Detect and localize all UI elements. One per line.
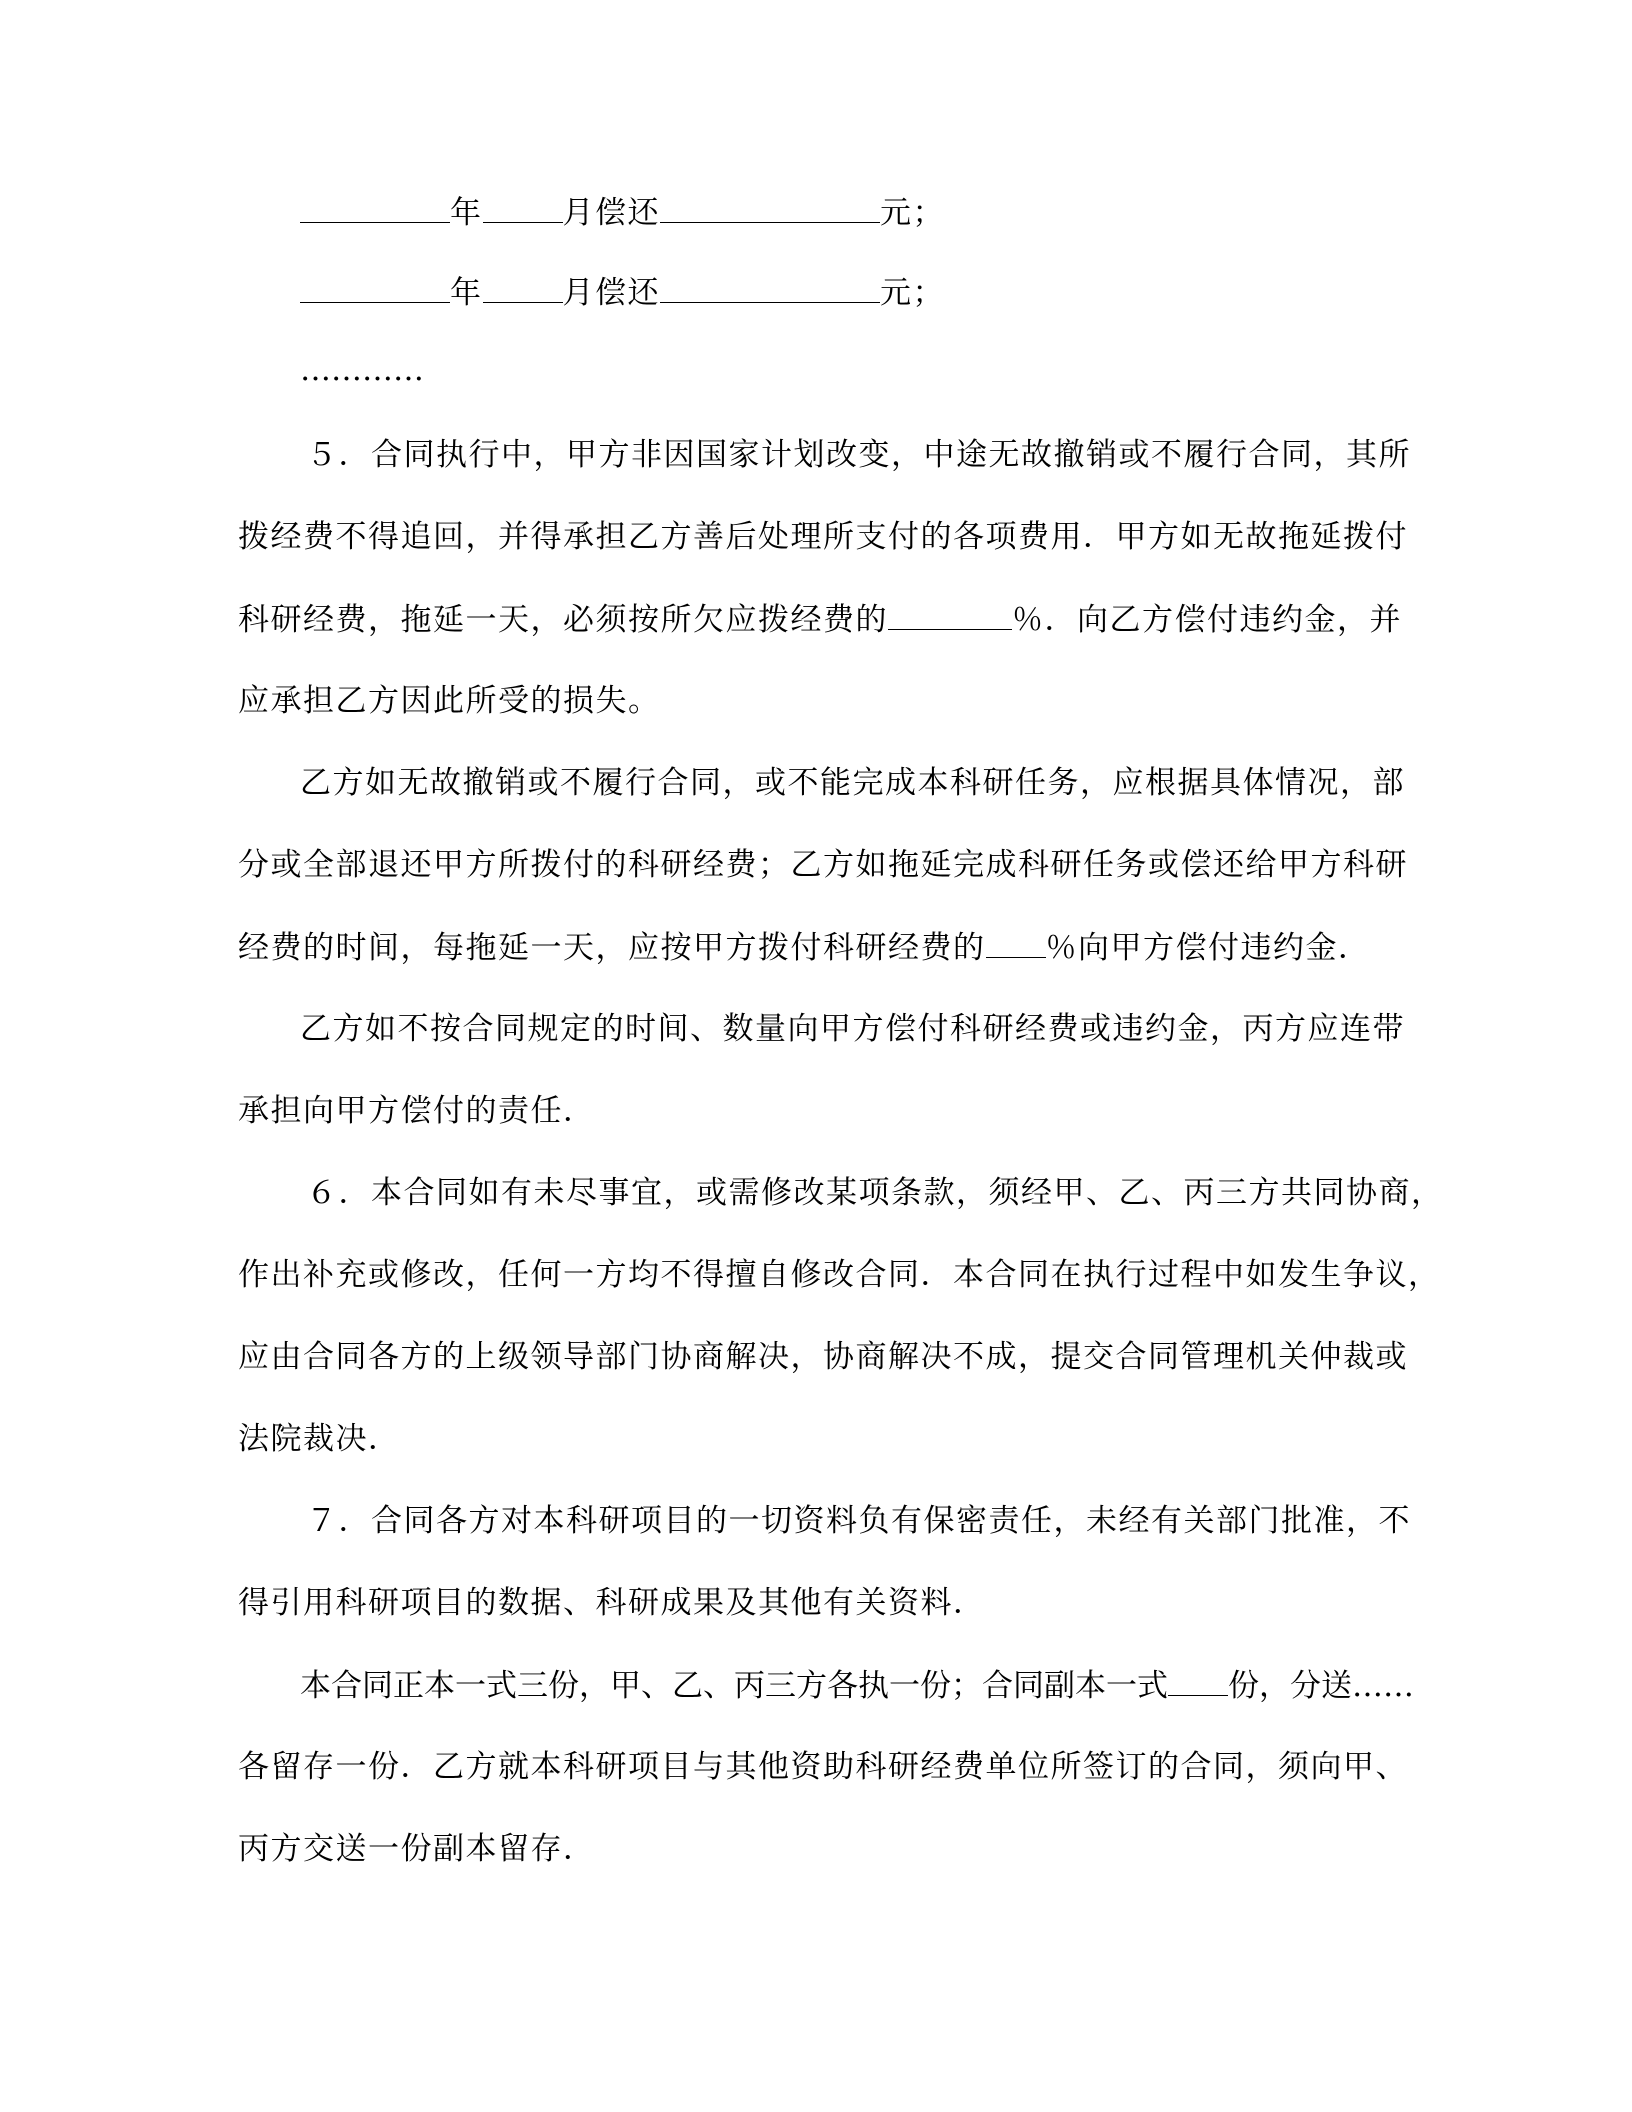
month-blank <box>483 192 563 223</box>
party-b-paragraph-line-1: 乙方如无故撤销或不履行合同，或不能完成本科研任务，应根据具体情况，部 <box>300 765 1405 801</box>
clause-5-line-3-text-b: ％．向乙方偿付违约金，并 <box>1012 602 1402 638</box>
repayment-line-2 <box>300 272 1480 313</box>
month-label: 月偿还 <box>562 275 660 311</box>
party-b-paragraph-line-2: 分或全部退还甲方所拨付的科研经费；乙方如拖延完成科研任务或偿还给甲方科研 <box>238 847 1408 883</box>
clause-5-line-3-text-a: 科研经费，拖延一天，必须按所欠应拨经费的 <box>238 602 888 638</box>
percent-blank-1 <box>888 599 1012 630</box>
clause-6-line-3: 应由合同各方的上级领导部门协商解决，协商解决不成，提交合同管理机关仲裁或 <box>238 1339 1408 1375</box>
copies-count-blank <box>1168 1665 1228 1696</box>
percent-blank-2 <box>986 927 1046 958</box>
repayment-line-1 <box>300 192 1480 233</box>
amount-blank <box>660 272 880 303</box>
guarantor-paragraph-line-1: 乙方如不按合同规定的时间、数量向甲方偿付科研经费或违约金，丙方应连带 <box>300 1011 1405 1047</box>
guarantor-paragraph-line-2: 承担向甲方偿付的责任． <box>238 1093 596 1129</box>
clause-6-line-2: 作出补充或修改，任何一方均不得擅自修改合同．本合同在执行过程中如发生争议， <box>238 1257 1441 1293</box>
copies-paragraph-line-2: 各留存一份．乙方就本科研项目与其他资助科研经费单位所签订的合同，须向甲、 <box>238 1749 1408 1785</box>
clause-5-line-1: ５．合同执行中，甲方非因国家计划改变，中途无故撤销或不履行合同，其所 <box>306 437 1411 473</box>
copies-paragraph-line-1 <box>300 1665 1480 1706</box>
year-blank <box>300 272 450 303</box>
clause-5-line-2: 拨经费不得追回，并得承担乙方善后处理所支付的各项费用．甲方如无故拖延拨付 <box>238 519 1408 555</box>
clause-7-line-2: 得引用科研项目的数据、科研成果及其他有关资料． <box>238 1585 986 1621</box>
unit-label: 元； <box>880 195 945 231</box>
copies-paragraph-line-3: 丙方交送一份副本留存． <box>238 1831 596 1867</box>
clause-5-line-4: 应承担乙方因此所受的损失。 <box>238 683 661 719</box>
year-label: 年 <box>450 195 483 231</box>
month-label: 月偿还 <box>562 195 660 231</box>
party-b-paragraph-line-3-text-b: ％向甲方偿付违约金． <box>1045 930 1371 966</box>
clause-6-line-4: 法院裁决． <box>238 1421 401 1457</box>
party-b-paragraph-line-3-text-a: 经费的时间，每拖延一天，应按甲方拨付科研经费的 <box>238 930 986 966</box>
copies-paragraph-line-1-text-b: 份，分送…… <box>1228 1668 1414 1704</box>
clause-7-line-1: ７．合同各方对本科研项目的一切资料负有保密责任，未经有关部门批准，不 <box>306 1503 1411 1539</box>
party-b-paragraph-line-3 <box>238 927 1418 968</box>
year-blank <box>300 192 450 223</box>
clause-5-line-3 <box>238 599 1418 640</box>
month-blank <box>483 272 563 303</box>
year-label: 年 <box>450 275 483 311</box>
ellipsis-line: ………… <box>300 352 424 388</box>
copies-paragraph-line-1-text-a: 本合同正本一式三份，甲、乙、丙三方各执一份；合同副本一式 <box>300 1668 1168 1704</box>
unit-label: 元； <box>880 275 945 311</box>
amount-blank <box>660 192 880 223</box>
clause-6-line-1: ６．本合同如有未尽事宜，或需修改某项条款，须经甲、乙、丙三方共同协商， <box>306 1175 1444 1211</box>
